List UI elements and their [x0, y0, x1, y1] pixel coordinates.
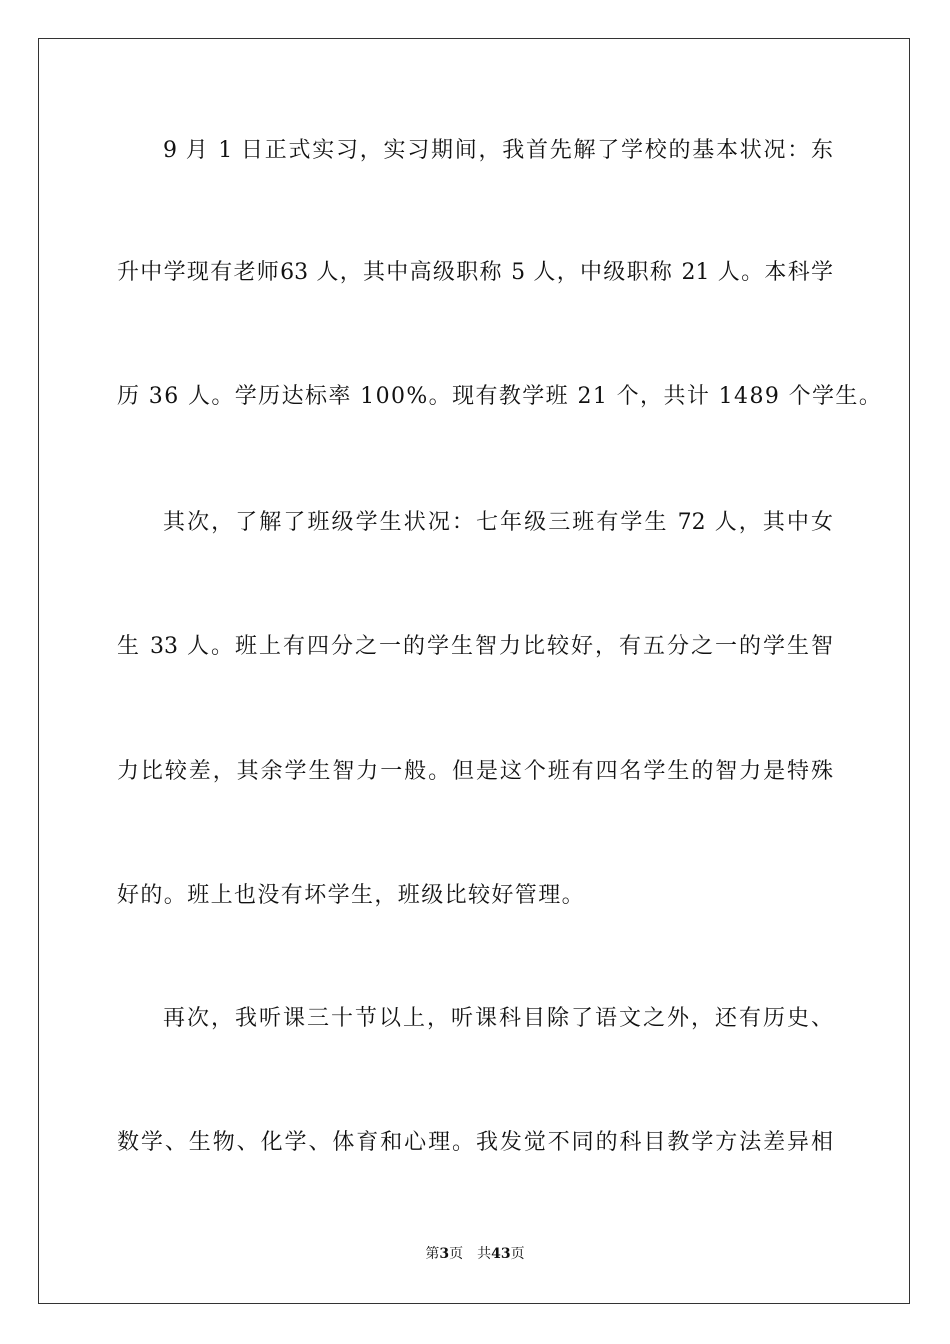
- paragraph-line-2: 升中学现有老师63 人，其中高级职称 5 人，中级职称 21 人。本科学: [117, 260, 834, 285]
- paragraph-line-8: 再次，我听课三十节以上，听课科目除了语文之外，还有历史、: [163, 1006, 833, 1031]
- paragraph-line-1: 9 月 1 日正式实习，实习期间，我首先解了学校的基本状况：东: [163, 138, 833, 163]
- footer-total-pages: 43: [491, 1246, 511, 1262]
- footer-total-prefix: 共: [477, 1246, 492, 1262]
- paragraph-line-5: 生 33 人。班上有四分之一的学生智力比较好，有五分之一的学生智: [117, 634, 833, 659]
- footer-page-prefix: 第: [425, 1246, 440, 1262]
- page-border: [38, 38, 910, 1304]
- paragraph-line-4: 其次，了解了班级学生状况：七年级三班有学生 72 人，其中女: [163, 510, 833, 535]
- paragraph-line-6: 力比较差，其余学生智力一般。但是这个班有四名学生的智力是特殊: [117, 759, 833, 784]
- paragraph-line-7: 好的。班上也没有坏学生，班级比较好管理。: [117, 883, 586, 908]
- paragraph-line-9: 数学、生物、化学、体育和心理。我发觉不同的科目教学方法差异相: [117, 1130, 833, 1155]
- footer-page-suffix: 页: [449, 1246, 464, 1262]
- page-footer: [0, 1245, 950, 1263]
- footer-page-number: 3: [439, 1246, 450, 1262]
- footer-total-suffix: 页: [510, 1246, 525, 1262]
- paragraph-line-3: 历 36 人。学历达标率 100%。现有教学班 21 个，共计 1489 个学生。: [117, 384, 883, 409]
